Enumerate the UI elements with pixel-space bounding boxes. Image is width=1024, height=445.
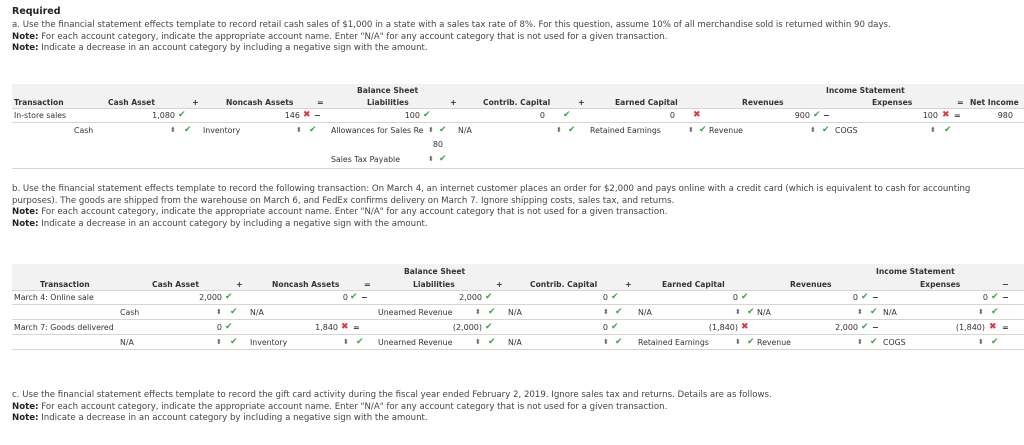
spinner-icon[interactable]: ⬍ (216, 338, 222, 346)
contrib-value[interactable]: 0 (539, 111, 545, 120)
required-heading: Required (12, 6, 61, 17)
part-b-note-2: Note: Indicate a decrease in an account category by including a negative sign with the amount. (12, 218, 428, 229)
transaction-header: Transaction (14, 98, 64, 107)
equals-op: = (317, 98, 324, 107)
part-a-instructions (12, 20, 1017, 55)
expenses-header: Expenses (872, 98, 913, 107)
check-icon: ✔ (439, 154, 447, 164)
cash-value[interactable]: 2,000 (199, 293, 222, 302)
contrib-account[interactable]: N/A (508, 338, 522, 347)
liabilities-value[interactable]: 2,000 (459, 293, 482, 302)
liabilities-account-1[interactable]: Allowances for Sales Re (331, 126, 424, 135)
equals-op: = (954, 111, 961, 120)
contrib-value[interactable]: 0 (602, 323, 608, 332)
minus-op: − (314, 111, 321, 120)
check-icon: ✔ (615, 307, 623, 317)
check-icon: ✔ (747, 337, 755, 347)
revenues-header: Revenues (790, 280, 832, 289)
expense-value[interactable]: 100 (922, 111, 938, 120)
income-statement-header: Income Statement (876, 267, 955, 276)
equals-op: = (957, 98, 964, 107)
contrib-capital-header: Contrib. Capital (483, 98, 551, 107)
check-icon: ✔ (230, 337, 238, 347)
earned-account[interactable]: N/A (638, 308, 652, 317)
minus-op: − (1002, 280, 1009, 289)
earned-value[interactable]: 0 (732, 293, 738, 302)
check-icon: ✔ (184, 125, 192, 135)
check-icon: ✔ (356, 337, 364, 347)
spinner-icon[interactable]: ⬍ (735, 338, 741, 346)
cash-value[interactable]: 1,080 (152, 111, 175, 120)
minus-op: − (872, 293, 879, 302)
part-c-note-1: Note: For each account category, indicate the appropriate account name. Enter "N/A" for any account category that is not used for a given transaction. (12, 401, 668, 412)
spinner-icon[interactable]: ⬍ (603, 308, 609, 316)
liabilities-value-1[interactable]: 100 (404, 111, 420, 120)
part-b-note-1: Note: For each account category, indicate the appropriate account name. Enter "N/A" for any account category that is not used for a given transaction. (12, 207, 668, 217)
part-a-question: a. Use the financial statement effects template to record retail cash sales of $1,000 in a state with a sales tax rate of 8%. For this question, assume 10% of all merchandise sold is returned within 90 days. (12, 20, 891, 30)
plus-op: + (625, 280, 632, 289)
cross-icon: ✖ (989, 322, 997, 332)
liabilities-value-2[interactable]: 80 (432, 140, 443, 149)
transaction-header: Transaction (40, 280, 90, 289)
noncash-account[interactable]: N/A (250, 308, 264, 317)
contrib-capital-header: Contrib. Capital (530, 280, 598, 289)
noncash-account[interactable]: Inventory (250, 338, 288, 347)
transaction-label: In-store sales (14, 111, 67, 120)
check-icon: ✔ (991, 307, 999, 317)
cash-value[interactable]: 0 (216, 323, 222, 332)
noncash-value[interactable]: 146 (284, 111, 300, 120)
check-icon: ✔ (225, 322, 233, 332)
check-icon: ✔ (991, 292, 999, 302)
contrib-value[interactable]: 0 (602, 293, 608, 302)
liabilities-header: Liabilities (413, 280, 455, 289)
check-icon: ✔ (488, 337, 496, 347)
spinner-icon[interactable]: ⬍ (475, 338, 481, 346)
check-icon: ✔ (568, 125, 576, 135)
earned-account[interactable]: Retained Earnings (590, 126, 661, 135)
equals-op: = (364, 280, 371, 289)
earned-capital-header: Earned Capital (615, 98, 678, 107)
expense-account[interactable]: COGS (835, 126, 858, 135)
noncash-assets-header: Noncash Assets (272, 280, 340, 289)
spinner-icon[interactable]: ⬍ (556, 126, 562, 134)
contrib-account[interactable]: N/A (458, 126, 472, 135)
noncash-value[interactable]: 1,840 (315, 323, 338, 332)
noncash-assets-header: Noncash Assets (226, 98, 294, 107)
earned-account[interactable]: Retained Earnings (638, 338, 709, 347)
net-income-value: 980 (997, 111, 1013, 120)
check-icon: ✔ (822, 125, 830, 135)
check-icon: ✔ (488, 307, 496, 317)
minus-op: − (823, 111, 830, 120)
balance-sheet-header: Balance Sheet (357, 86, 419, 95)
cash-account[interactable]: N/A (120, 338, 134, 347)
check-icon: ✔ (611, 292, 619, 302)
check-icon: ✔ (813, 110, 821, 120)
cash-account[interactable]: Cash (120, 308, 140, 317)
revenue-account[interactable]: N/A (757, 308, 771, 317)
check-icon: ✔ (741, 292, 749, 302)
balance-sheet-header: Balance Sheet (404, 267, 466, 276)
spinner-icon[interactable]: ⬍ (170, 126, 176, 134)
part-a-note-2: Note: Indicate a decrease in an account category by including a negative sign with the amount. (12, 43, 428, 53)
plus-op: + (450, 98, 457, 107)
cash-account[interactable]: Cash (74, 126, 94, 135)
check-icon: ✔ (615, 337, 623, 347)
spinner-icon[interactable]: ⬍ (857, 338, 863, 346)
check-icon: ✔ (225, 292, 233, 302)
noncash-value[interactable]: 0 (342, 293, 348, 302)
cross-icon: ✖ (341, 322, 349, 332)
minus-op: − (872, 323, 879, 332)
cross-icon: ✖ (303, 110, 311, 120)
plus-op: + (496, 280, 503, 289)
check-icon: ✔ (309, 125, 317, 135)
check-icon: ✔ (747, 307, 755, 317)
check-icon: ✔ (870, 337, 878, 347)
earned-value[interactable]: (1,840) (708, 323, 738, 332)
part-c-instructions (12, 390, 1017, 425)
spinner-icon[interactable]: ⬍ (343, 338, 349, 346)
spinner-icon[interactable]: ⬍ (930, 126, 936, 134)
check-icon: ✔ (423, 110, 431, 120)
check-icon: ✔ (563, 110, 571, 120)
liabilities-account[interactable]: Unearned Revenue (378, 308, 453, 317)
net-income-header: Net Income (970, 98, 1019, 107)
transaction-label: March 7: Goods delivered (14, 323, 114, 332)
cross-icon: ✖ (741, 322, 749, 332)
plus-op: + (578, 98, 585, 107)
spinner-icon[interactable]: ⬍ (735, 308, 741, 316)
check-icon: ✔ (485, 322, 493, 332)
revenue-value[interactable]: 2,000 (835, 323, 858, 332)
liabilities-account-2[interactable]: Sales Tax Payable (331, 155, 401, 164)
check-icon: ✔ (178, 110, 186, 120)
transaction-label: March 4: Online sale (14, 293, 94, 302)
contrib-account[interactable]: N/A (508, 308, 522, 317)
earned-value[interactable]: 0 (669, 111, 675, 120)
cash-asset-header: Cash Asset (108, 98, 155, 107)
cash-asset-header: Cash Asset (152, 280, 199, 289)
check-icon: ✔ (230, 307, 238, 317)
revenues-header: Revenues (742, 98, 784, 107)
part-a-note-1: Note: For each account category, indicate the appropriate account name. Enter "N/A" for any account category that is not used for a given transaction. (12, 31, 668, 42)
spinner-icon[interactable]: ⬍ (428, 155, 434, 163)
check-icon: ✔ (861, 292, 869, 302)
liabilities-value[interactable]: (2,000) (452, 323, 482, 332)
noncash-account[interactable]: Inventory (203, 126, 241, 135)
equals-op: = (353, 323, 360, 332)
revenue-account[interactable]: Revenue (709, 126, 743, 135)
spinner-icon[interactable]: ⬍ (688, 126, 694, 134)
part-b-question: b. Use the financial statement effects template to record the following transaction: On March 4, an internet customer places an order for $2,000 and pays online with a credit card (which is equivalent to cash for accounting purposes). The goods are shipped from the warehouse on March 6, and FedEx confirms delivery on March 7. Ignore shipping costs, sales tax, and returns. (12, 184, 971, 206)
spinner-icon[interactable]: ⬍ (216, 308, 222, 316)
revenue-value[interactable]: 0 (852, 293, 858, 302)
spinner-icon[interactable]: ⬍ (978, 308, 984, 316)
check-icon: ✔ (485, 292, 493, 302)
spinner-icon[interactable]: ⬍ (475, 308, 481, 316)
income-statement-header: Income Statement (826, 86, 905, 95)
check-icon: ✔ (350, 292, 358, 302)
expenses-header: Expenses (920, 280, 961, 289)
check-icon: ✔ (870, 307, 878, 317)
earned-capital-header: Earned Capital (662, 280, 725, 289)
equals-op: = (1002, 323, 1009, 332)
cross-icon: ✖ (942, 110, 950, 120)
part-c-question: c. Use the financial statement effects template to record the gift card activity during the fiscal year ended February 2, 2019. Ignore sales tax and returns. Details are as follows. (12, 390, 772, 400)
revenue-account[interactable]: Revenue (757, 338, 791, 347)
check-icon: ✔ (861, 322, 869, 332)
minus-op: − (1002, 293, 1009, 302)
liabilities-header: Liabilities (367, 98, 409, 107)
spinner-icon[interactable]: ⬍ (428, 126, 434, 134)
check-icon: ✔ (439, 125, 447, 135)
spinner-icon[interactable]: ⬍ (810, 126, 816, 134)
check-icon: ✔ (611, 322, 619, 332)
revenue-value[interactable]: 900 (794, 111, 810, 120)
plus-op: + (192, 98, 199, 107)
plus-op: + (236, 280, 243, 289)
cross-icon: ✖ (693, 110, 701, 120)
check-icon: ✔ (699, 125, 707, 135)
expense-value[interactable]: (1,840) (955, 323, 985, 332)
expense-value[interactable]: 0 (982, 293, 988, 302)
part-c-note-2: Note: Indicate a decrease in an account category by including a negative sign with the amount. (12, 413, 428, 423)
liabilities-account[interactable]: Unearned Revenue (378, 338, 453, 347)
check-icon: ✔ (991, 337, 999, 347)
spinner-icon[interactable]: ⬍ (978, 338, 984, 346)
minus-op: − (361, 293, 368, 302)
part-b-instructions (12, 184, 1017, 230)
spinner-icon[interactable]: ⬍ (857, 308, 863, 316)
spinner-icon[interactable]: ⬍ (296, 126, 302, 134)
expense-account[interactable]: COGS (883, 338, 906, 347)
expense-account[interactable]: N/A (883, 308, 897, 317)
spinner-icon[interactable]: ⬍ (603, 338, 609, 346)
check-icon: ✔ (944, 125, 952, 135)
